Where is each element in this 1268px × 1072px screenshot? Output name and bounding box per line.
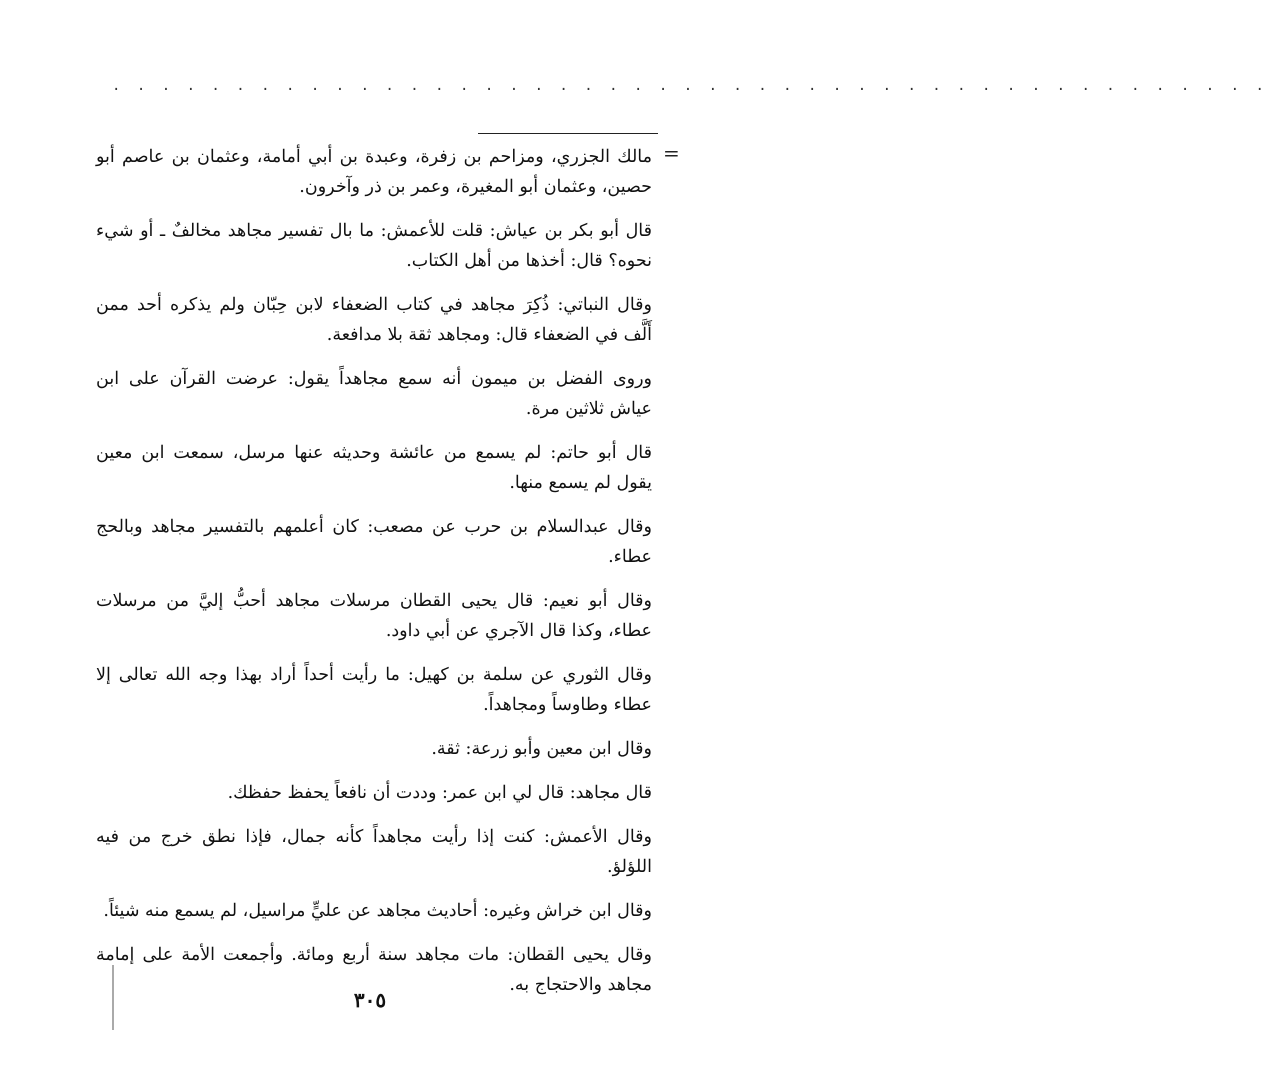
paragraph: وقال النباتي: ذُكِرَ مجاهد في كتاب الضعفاء لابن حِبّان ولم يذكره أحد ممن أَلَّف في الضعفاء قال: ومجاهد ثقة بلا مدافعة. <box>96 295 652 345</box>
scan-margin-mark <box>112 965 114 1030</box>
continuation-marker: = <box>663 141 680 165</box>
paragraph: وقال ابن معين وأبو زرعة: ثقة. <box>431 739 652 759</box>
paragraph: مالك الجزري، ومزاحم بن زفرة، وعبدة بن أبي أمامة، وعثمان بن عاصم أبو حصين، وعثمان أبو المغيرة، وعمر بن ذر وآخرون. <box>96 147 652 197</box>
paragraph: وقال يحيى القطان: مات مجاهد سنة أربع ومائة. وأجمعت الأمة على إمامة مجاهد والاحتجاج به. <box>96 945 652 995</box>
paragraph: وقال عبدالسلام بن حرب عن مصعب: كان أعلمهم بالتفسير مجاهد وبالحج عطاء. <box>96 517 652 567</box>
paragraph: قال أبو بكر بن عياش: قلت للأعمش: ما بال تفسير مجاهد مخالفٌ ـ أو شيء نحوه؟ قال: أخذها من أهل الكتاب. <box>96 221 652 271</box>
page-body <box>96 142 652 1014</box>
paragraph: وقال ابن خراش وغيره: أحاديث مجاهد عن عليٍّ مراسيل، لم يسمع منه شيئاً. <box>103 901 652 921</box>
paragraph: وقال أبو نعيم: قال يحيى القطان مرسلات مجاهد أحبُّ إليَّ من مرسلات عطاء، وكذا قال الآجري عن أبي داود. <box>96 591 652 641</box>
dotted-separator: . . . . . . . . . . . . . . . . . . . . . . . . . . . . . . . . . . . . . . . . . . . . . . . <box>112 78 1268 94</box>
page-number: ٣٠٥ <box>353 988 387 1012</box>
footnote-rule <box>478 133 658 134</box>
paragraph: قال أبو حاتم: لم يسمع من عائشة وحديثه عنها مرسل، سمعت ابن معين يقول لم يسمع منها. <box>96 443 652 493</box>
paragraph: وقال الثوري عن سلمة بن كهيل: ما رأيت أحداً أراد بهذا وجه الله تعالى إلا عطاء وطاوساً ومجاهداً. <box>96 665 652 715</box>
paragraph: قال مجاهد: قال لي ابن عمر: وددت أن نافعاً يحفظ حفظك. <box>227 783 652 803</box>
paragraph: وقال الأعمش: كنت إذا رأيت مجاهداً كأنه جمال، فإذا نطق خرج من فيه اللؤلؤ. <box>96 827 652 877</box>
paragraph: وروى الفضل بن ميمون أنه سمع مجاهداً يقول: عرضت القرآن على ابن عياش ثلاثين مرة. <box>96 369 652 419</box>
